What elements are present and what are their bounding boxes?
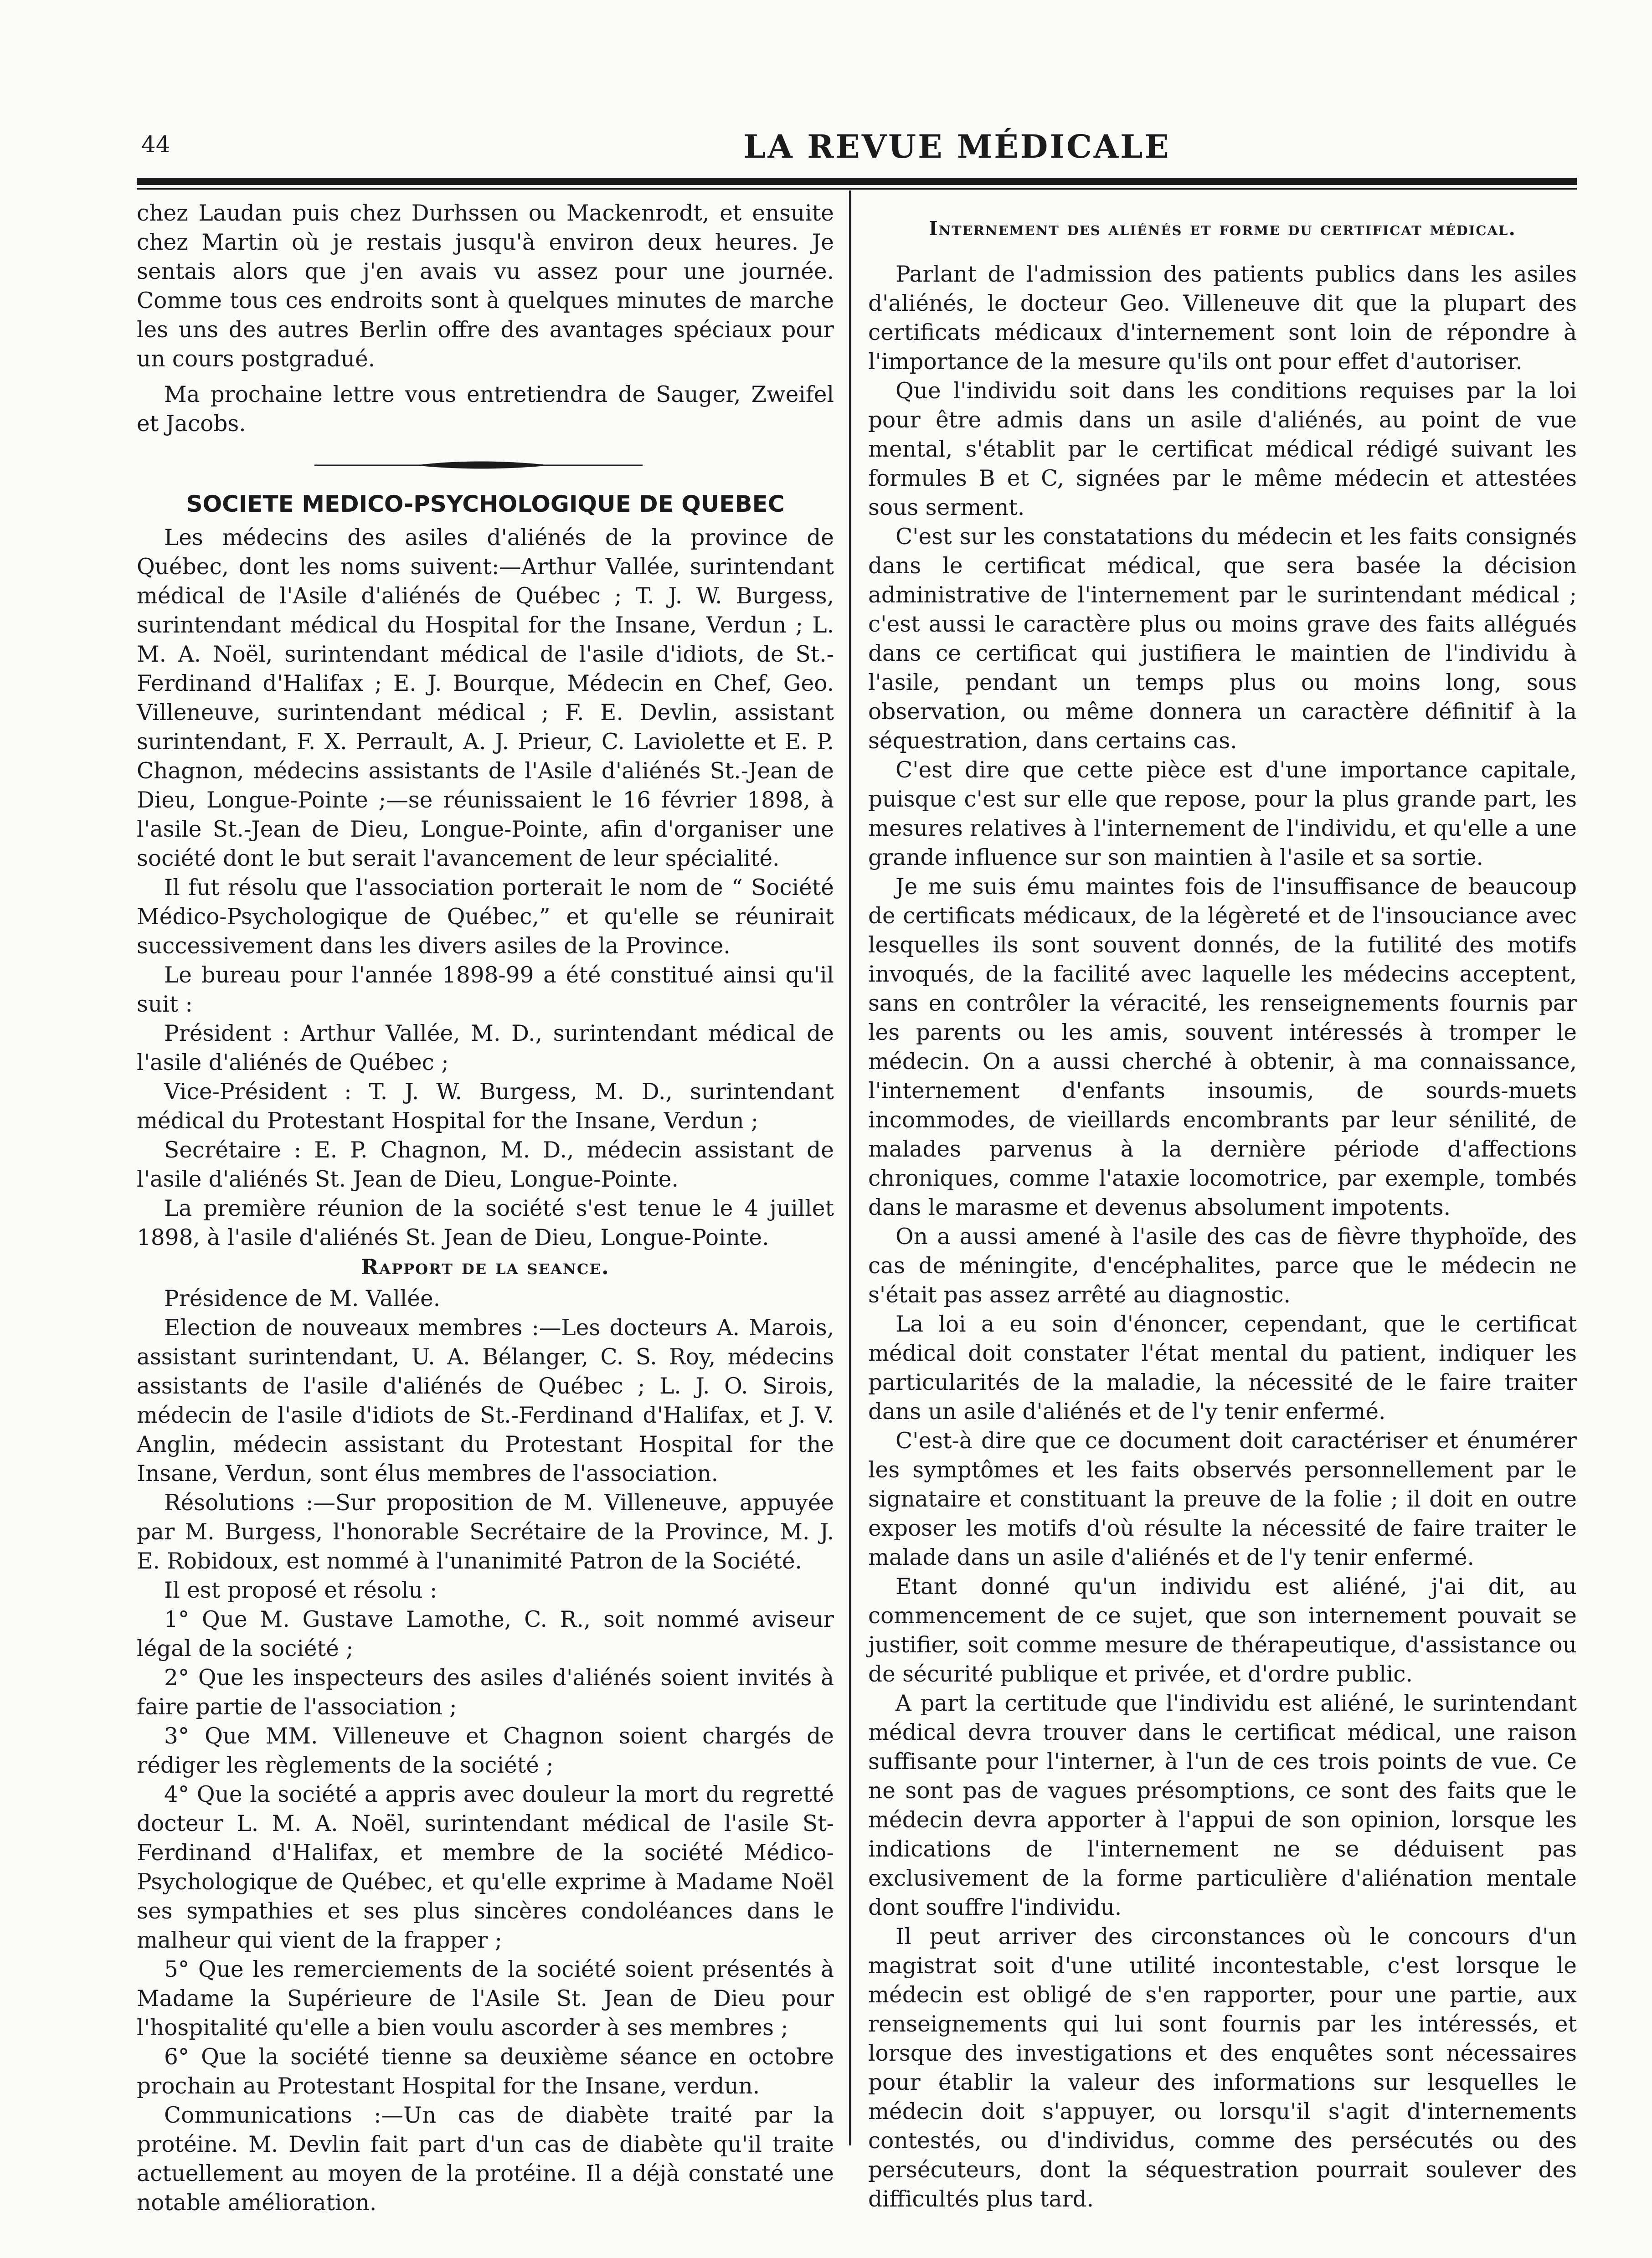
paragraph: Il fut résolu que l'association porterait le nom de “ Société Médico-Psychologique de Québec,” et qu'elle se réunirait successivement dans les divers asiles de la Province. [137,875,834,959]
paragraph: A part la certitude que l'individu est aliéné, le surintendant médical devra trouver dans le certificat médical, une raison suffisante pour l'interner, à l'un de ces trois points de vue. Ce ne sont pas de vagues présomptions, ce sont des faits que le médecin devra apporter à l'appui de son opinion, lorsque les indications de l'internement ne se déduisent pas exclusivement de la forme particulière d'aliénation mentale dont souffre l'individu. [868,1691,1577,1920]
paragraph: Les médecins des asiles d'aliénés de la province de Québec, dont les noms suivent:—Arthur Vallée, surintendant médical de l'Asile d'aliénés de Québec ; T. J. W. Burgess, surintendant médical du Hospital for the Insane, Verdun ; L. M. A. Noël, surintendant médical de l'asile d'idiots, de St.-Ferdinand d'Halifax ; E. J. Bourque, Médecin en Chef, Geo. Villeneuve, surintendant médical ; F. E. Devlin, assistant surintendant, F. X. Perrault, A. J. Prieur, C. Laviolette et E. P. Chagnon, médecins assistants de l'Asile d'aliénés St.-Jean de Dieu, Longue-Pointe ;—se réunissaient le 16 février 1898, à l'asile St.-Jean de Dieu, Longue-Pointe, afin d'organiser une société dont le but serait l'avancement de leur spécialité. [137,525,834,871]
resolution-item: 4° Que la société a appris avec douleur la mort du regretté docteur L. M. A. Noël, surintendant médical de l'asile St-Ferdinand d'Halifax, et membre de la société Médico-Psychologique de Québec, et qu'elle exprime à Madame Noël ses sympathies et ses plus sincères condoléances dans le malheur qui vient de la frapper ; [137,1782,834,1953]
left-column [137,199,834,2217]
resolution-item: 5° Que les remerciements de la société soient présentés à Madame la Supérieure de l'Asile St. Jean de Dieu pour l'hospitalité qu'elle a bien voulu ascorder à ses membres ; [137,1957,834,2041]
header-rule-thick [137,178,1577,185]
paragraph: Je me suis ému maintes fois de l'insuffisance de beaucoup de certificats médicaux, de la légèreté et de l'insouciance avec lesquelles ils sont souvent donnés, de la futilité des motifs invoqués, de la facilité avec laquelle les médecins acceptent, sans en contrôler la véracité, les renseignements fournis par les parents ou les amis, souvent intéressés à tromper le médecin. On a aussi cherché à obtenir, à ma connaissance, l'internement d'enfants insoumis, de sourds-muets incommodes, de vieillards encombrants par leur sénilité, de malades parvenus à la dernière période d'affections chroniques, comme l'ataxie locomotrice, par exemple, tombés dans le marasme et devenus absolument impotents. [868,874,1577,1220]
report-paragraph: Résolutions :—Sur proposition de M. Villeneuve, appuyée par M. Burgess, l'honorable Secrétaire de la Province, M. J. E. Robidoux, est nommé à l'unanimité Patron de la Société. [137,1490,834,1574]
right-column [868,199,1577,2214]
paragraph: On a aussi amené à l'asile des cas de fièvre thyphoïde, des cas de méningite, d'encéphalites, parce que le médecin ne s'était pas assez arrêté au diagnostic. [868,1224,1577,1308]
resolution-item: 3° Que MM. Villeneuve et Chagnon soient chargés de rédiger les règlements de la société ; [137,1723,834,1778]
resolution-item: 1° Que M. Gustave Lamothe, C. R., soit nommé aviseur légal de la société ; [137,1607,834,1661]
paragraph: Parlant de l'admission des patients publics dans les asiles d'aliénés, le docteur Geo. Villeneuve dit que la plupart des certificats médicaux d'internement sont loin de répondre à l'importance de la mesure qu'ils ont pour effet d'autoriser. [868,262,1577,375]
paragraph: C'est sur les constatations du médecin et les faits consignés dans le certificat médical, que sera basée la décision administrative de l'internement par le surintendant médical ; c'est aussi le caractère plus ou moins grave des faits allégués dans ce certificat qui justifiera le maintien de l'individu à l'asile, pendant un temps plus ou moins long, sous observation, ou même donnera un caractère définitif à la séquestration, dans certains cas. [868,524,1577,754]
report-paragraph: Présidence de M. Vallée. [164,1286,441,1312]
section-ornament [137,458,834,472]
paragraph: La première réunion de la société s'est tenue le 4 juillet 1898, à l'asile d'aliénés St. Jean de Dieu, Longue-Pointe. [137,1196,834,1250]
report-paragraph: Il est proposé et résolu : [164,1578,437,1603]
paragraph: C'est-à dire que ce document doit caractériser et énumérer les symptômes et les faits observés personnellement par le signataire et constituant la preuve de la folie ; il doit en outre exposer les motifs d'où résulte la nécessité de faire traiter le malade dans un asile d'aliénés et de l'y tenir enfermé. [868,1428,1577,1570]
paragraph: Secrétaire : E. P. Chagnon, M. D., médecin assistant de l'asile d'aliénés St. Jean de Dieu, Longue-Pointe. [137,1137,834,1192]
paragraph: Il peut arriver des circonstances où le concours d'un magistrat soit d'une utilité incontestable, c'est lorsque le médecin est obligé de s'en rapporter, pour une partie, aux renseignements qui lui sont fournis par les intéressés, et lorsque des investigations et des enquêtes sont nécessaires pour établir la valeur des informations sur lesquelles le médecin doit s'appuyer, ou lorsqu'il s'agit d'internements contestés, ou d'individus, comme des persécutés ou des persécuteurs, dont la séquestration pourrait soulever des difficultés plus tard. [868,1924,1577,2212]
ornament-rule-icon [314,458,643,472]
section-title-internement: Internement des aliénés et forme du certificat médical. [929,217,1516,240]
resolution-item: 2° Que les inspecteurs des asiles d'aliénés soient invités à faire partie de l'association ; [137,1665,834,1720]
resolution-item: 6° Que la société tienne sa deuxième séance en octobre prochain au Protestant Hospital for the Insane, verdun. [137,2044,834,2099]
column-divider [849,190,851,2145]
section-title-societe: SOCIETE MEDICO-PSYCHOLOGIQUE DE QUEBEC [186,491,785,517]
paragraph: La loi a eu soin d'énoncer, cependant, que le certificat médical doit constater l'état mental du patient, indiquer les particularités de la maladie, la nécessité de le faire traiter dans un asile d'aliénés et de l'y tenir enfermé. [868,1312,1577,1425]
report-paragraph: Election de nouveaux membres :—Les docteurs A. Marois, assistant surintendant, U. A. Bélanger, C. S. Roy, médecins assistants de l'asile d'aliénés de Québec ; L. J. O. Sirois, médecin de l'asile d'idiots de St.-Ferdinand d'Halifax, et J. V. Anglin, médecin assistant du Protestant Hospital for the Insane, Verdun, sont élus membres de l'association. [137,1315,834,1486]
header-rule-thin [137,188,1577,190]
paragraph: Etant donné qu'un individu est aliéné, j'ai dit, au commencement de ce sujet, que son internement pouvait se justifier, soit comme mesure de thérapeutique, d'assistance ou de sécurité publique et privée, et d'ordre public. [868,1574,1577,1687]
communications-paragraph: Communications :—Un cas de diabète traité par la protéine. M. Devlin fait part d'un cas de diabète qu'il traite actuellement au moyen de la protéine. Il a déjà constaté une notable amélioration. [137,2103,834,2216]
paragraph: Que l'individu soit dans les conditions requises par la loi pour être admis dans un asile d'aliénés, au point de vue mental, s'établit par le certificat médical rédigé suivant les formules B et C, signées par le même médecin et attestées sous serment. [868,378,1577,520]
journal-title: LA REVUE MÉDICALE [743,128,1171,165]
intro-paragraph-1: chez Laudan puis chez Durhssen ou Mackenrodt, et ensuite chez Martin où je restais jusqu'à environ deux heures. Je sentais alors que j'en avais vu assez pour une journée. Comme tous ces endroits sont à quelques minutes de marche les uns des autres Berlin offre des avantages spéciaux pour un cours postgradué. [137,201,834,372]
paragraph: Vice-Président : T. J. W. Burgess, M. D., surintendant médical du Protestant Hospital for the Insane, Verdun ; [137,1079,834,1134]
intro-paragraph-2: Ma prochaine lettre vous entretiendra de Sauger, Zweifel et Jacobs. [137,382,834,437]
page-header [137,128,1577,173]
paragraph: C'est dire que cette pièce est d'une importance capitale, puisque c'est sur elle que repose, pour la plus grande part, les mesures relatives à l'internement de l'individu, et qu'elle a une grande influence sur son maintien à l'asile et sa sortie. [868,757,1577,870]
subsection-title-rapport: Rapport de la seance. [361,1255,610,1279]
page-number: 44 [141,131,170,158]
paragraph: Le bureau pour l'année 1898-99 a été constitué ainsi qu'il suit : [137,962,834,1017]
paragraph: Président : Arthur Vallée, M. D., surintendant médical de l'asile d'aliénés de Québec ; [137,1021,834,1075]
